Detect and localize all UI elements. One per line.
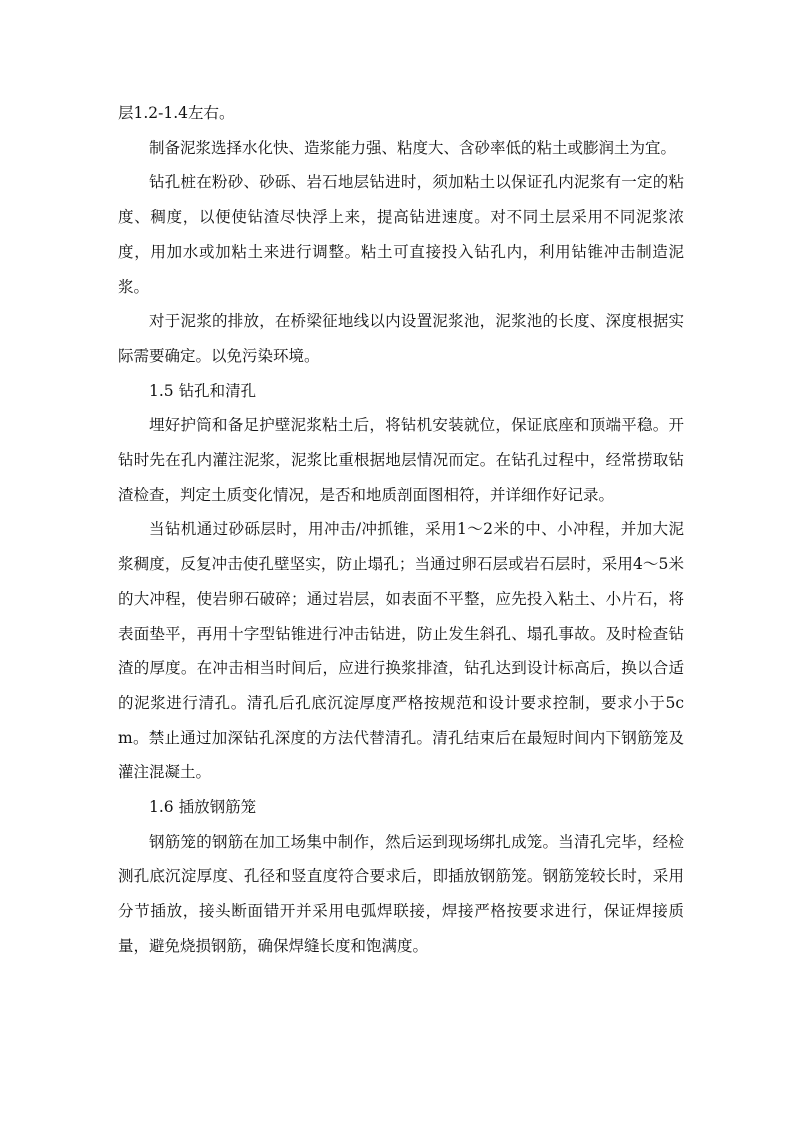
paragraph-mud-preparation: 制备泥浆选择水化快、造浆能力强、粘度大、含砂率低的粘土或膨润土为宜。 — [149, 138, 677, 157]
paragraph-drilling-strata: 当钻机通过砂砾层时，用冲击/冲抓锥，采用1～2米的中、小冲程，并加大泥浆稠度，反复冲击使孔壁坚实，防止塌孔；当通过卵石层或岩石层时，采用4～5米的大冲程，使岩卵石破碎；通过岩层，如表面不平整，应先投入粘土、小片石，将表面垫平，再用十字型钻锥进行冲击钻进，防止发生斜孔、塌孔事故。及时检查钻渣的厚度。在冲击相当时间后，应进行换浆排渣，钻孔达到设计标高后，换以合适的泥浆进行清孔。清孔后孔底沉淀厚度严格按规范和设计要求控制，要求小于5cm。禁止通过加深钻孔深度的方法代替清孔。清孔结束后在最短时间内下钢筋笼及灌注混凝土。 — [118, 520, 684, 782]
document-body — [118, 96, 684, 964]
section-heading-1-5: 1.5 钻孔和清孔 — [149, 381, 257, 400]
section-heading-1-6: 1.6 插放钢筋笼 — [149, 798, 257, 817]
paragraph-drilling-start: 埋好护筒和备足护壁泥浆粘土后，将钻机安装就位，保证底座和顶端平稳。开钻时先在孔内灌注泥浆，泥浆比重根据地层情况而定。在钻孔过程中，经常捞取钻渣检查，判定土质变化情况，是否和地质剖面图相符，并详细作好记录。 — [118, 416, 684, 504]
paragraph-continuation: 层1.2-1.4左右。 — [118, 104, 235, 122]
paragraph-mud-discharge: 对于泥浆的排放，在桥梁征地线以内设置泥浆池，泥浆池的长度、深度根据实际需要确定。以免污染环境。 — [118, 312, 684, 365]
paragraph-drilling-clay: 钻孔桩在粉砂、砂砾、岩石地层钻进时，须加粘土以保证孔内泥浆有一定的粘度、稠度，以便使钻渣尽快浮上来，提高钻进速度。对不同土层采用不同泥浆浓度，用加水或加粘土来进行调整。粘土可直接投入钻孔内，利用钻锥冲击制造泥浆。 — [118, 173, 684, 296]
paragraph-rebar-cage: 钢筋笼的钢筋在加工场集中制作，然后运到现场绑扎成笼。当清孔完毕，经检测孔底沉淀厚度、孔径和竖直度符合要求后，即插放钢筋笼。钢筋笼较长时，采用分节插放，接头断面错开并采用电弧焊联接，焊接严格按要求进行，保证焊接质量，避免烧损钢筋，确保焊缝长度和饱满度。 — [118, 832, 684, 955]
